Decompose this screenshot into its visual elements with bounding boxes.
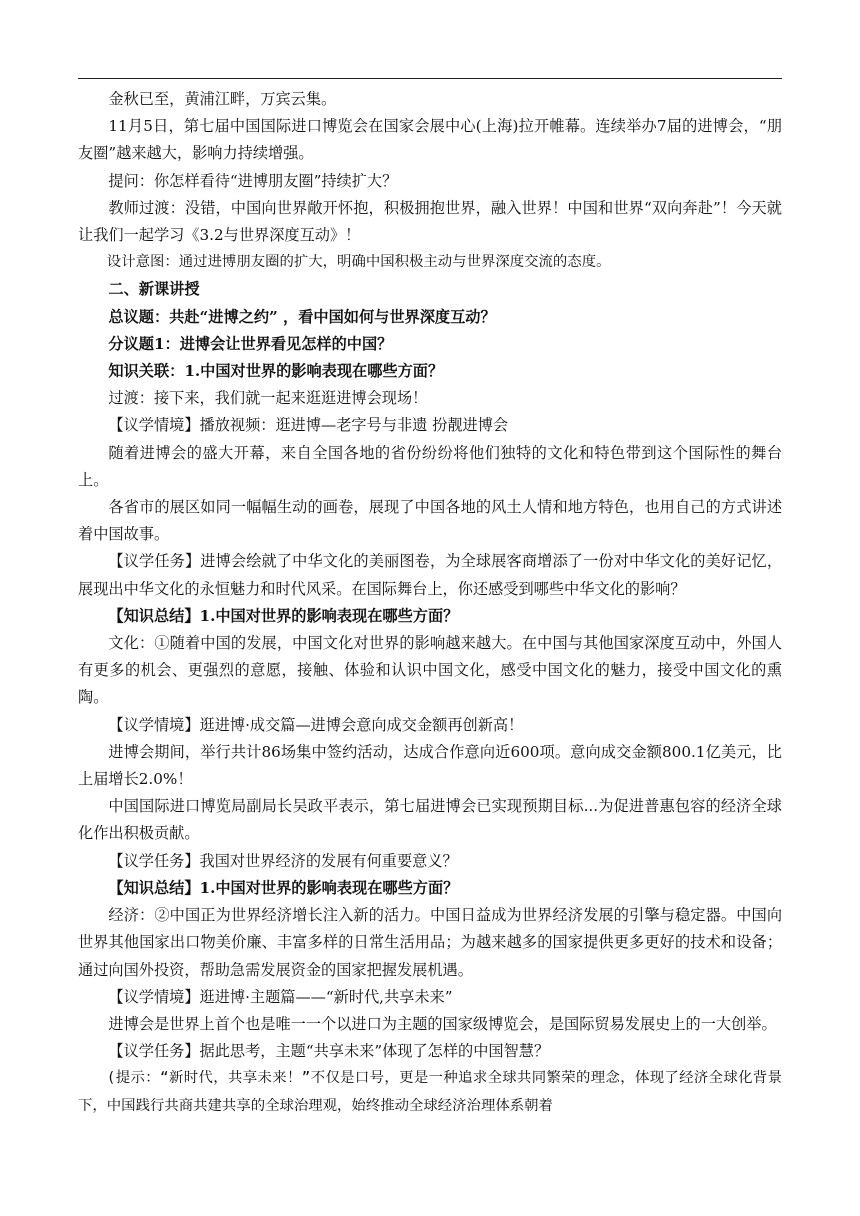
paragraph-task-economy: 【议学任务】我国对世界经济的发展有何重要意义？ bbox=[108, 851, 458, 870]
paragraph-scenario-video: 【议学情境】播放视频：逛进博—老字号与非遗 扮靓进博会 bbox=[108, 416, 509, 435]
paragraph-teacher-transition: 教师过渡：没错，中国向世界敞开怀抱，积极拥抱世界，融入世界！中国和世界“双向奔赴”！今天就让我们一起学习《3.2与世界深度互动》！ bbox=[78, 198, 782, 245]
main-topic: 总议题：共赴“进博之约” ，看中国如何与世界深度互动？ bbox=[108, 307, 496, 326]
knowledge-link: 知识关联：1.中国对世界的影响表现在哪些方面？ bbox=[108, 362, 444, 381]
paragraph-intro: 金秋已至，黄浦江畔，万宾云集。 bbox=[108, 90, 337, 108]
sub-topic-1: 分议题1：进博会让世界看见怎样的中国？ bbox=[108, 334, 393, 353]
paragraph-transition: 过渡：接下来，我们就一起来逛逛进博会现场！ bbox=[108, 389, 428, 408]
paragraph-hint: (提示：“新时代，共享未来！”不仅是口号，更是一种追求全球共同繁荣的理念，体现了经济全球化背景下，中国践行共商共建共享的全球治理观，始终推动全球经济治理体系朝着 bbox=[78, 1070, 782, 1114]
paragraph-provinces: 随着进博会的盛大开幕，来自全国各地的省份纷纷将他们独特的文化和特色带到这个国际性的舞台上。 bbox=[78, 443, 782, 489]
paragraph-summary-2: 【知识总结】1.中国对世界的影响表现在哪些方面？ bbox=[108, 878, 459, 897]
paragraph-task-wisdom: 【议学任务】据此思考，主题“共享未来”体现了怎样的中国智慧？ bbox=[108, 1042, 550, 1061]
paragraph-summary-1: 【知识总结】1.中国对世界的影响表现在哪些方面？ bbox=[108, 606, 459, 625]
paragraph-question: 提问：你怎样看待“进博朋友圈”持续扩大？ bbox=[108, 171, 398, 190]
paragraph-design-intent: 设计意图：通过进博朋友圈的扩大，明确中国积极主动与世界深度交流的态度。 bbox=[106, 254, 611, 271]
paragraph-culture-influence: 文化：①随着中国的发展，中国文化对世界的影响越来越大。在中国与其他国家深度互动中，外国人有更多的机会、更强烈的意愿，接触、体验和认识中国文化，感受中国文化的魅力，接受中国文化的熏陶。 bbox=[78, 634, 782, 707]
paragraph-economy-influence: 经济：②中国正为世界经济增长注入新的活力。中国日益成为世界经济发展的引擎与稳定器。中国向世界其他国家出口物美价廉、丰富多样的日常生活用品；为越来越多的国家提供更多更好的技术和设备；通过向国外投资，帮助急需发展资金的国家把握发展机遇。 bbox=[78, 906, 782, 979]
paragraph-scenario-deals: 【议学情境】逛进博·成交篇—进博会意向成交金额再创新高！ bbox=[108, 715, 524, 734]
header-rule bbox=[78, 78, 782, 79]
paragraph-scenario-theme: 【议学情境】逛进博·主题篇——“新时代,共享未来” bbox=[108, 987, 453, 1006]
section-heading: 二、新课讲授 bbox=[108, 280, 200, 299]
paragraph-expo-innovation: 进博会是世界上首个也是唯一一个以进口为主题的国家级博览会，是国际贸易发展史上的一大创举。 bbox=[108, 1014, 777, 1033]
document-body bbox=[78, 86, 782, 1120]
paragraph-deals-detail: 进博会期间，举行共计86场集中签约活动，达成合作意向近600项。意向成交金额800.1亿美元，比上届增长2.0%！ bbox=[78, 742, 782, 789]
paragraph-task-culture: 【议学任务】进博会绘就了中华文化的美丽图卷，为全球展客商增添了一份对中华文化的美好记忆，展现出中华文化的永恒魅力和时代风采。在国际舞台上，你还感受到哪些中华文化的影响？ bbox=[78, 552, 782, 598]
paragraph-exhibition: 各省市的展区如同一幅幅生动的画卷，展现了中国各地的风土人情和地方特色，也用自己的方式讲述着中国故事。 bbox=[78, 498, 782, 544]
paragraph-expo-opening: 11月5日，第七届中国国际进口博览会在国家会展中心(上海)拉开帷幕。连续举办7届的进博会，“朋友圈”越来越大，影响力持续增强。 bbox=[78, 117, 783, 163]
paragraph-official-quote: 中国国际进口博览局副局长吴政平表示，第七届进博会已实现预期目标...为促进普惠包容的经济全球化作出积极贡献。 bbox=[78, 797, 782, 843]
